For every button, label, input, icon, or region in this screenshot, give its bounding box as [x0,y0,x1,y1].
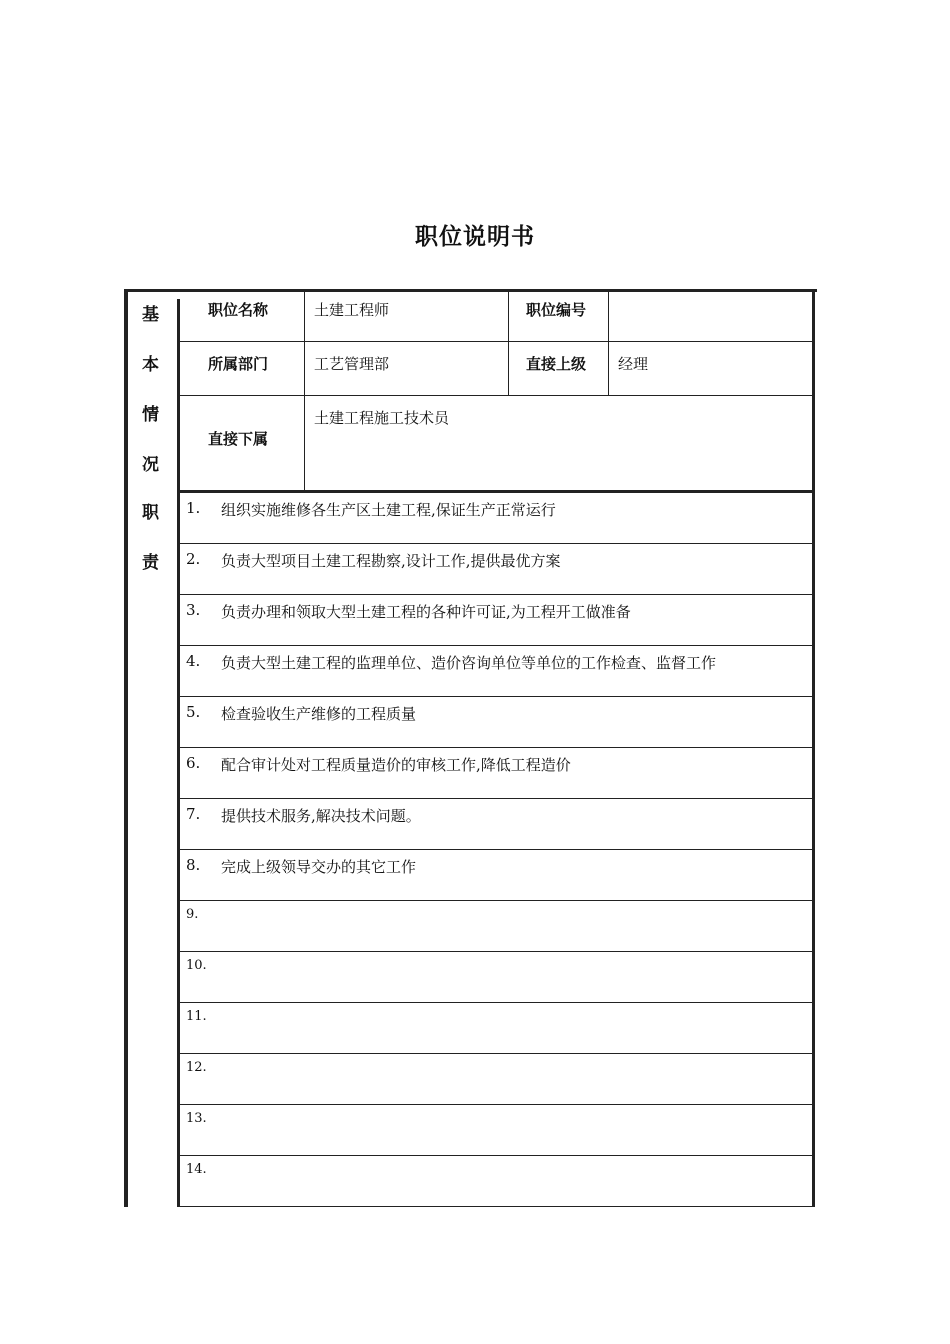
duty-row[interactable] [186,850,806,901]
duty-text: 负责大型项目土建工程勘察,设计工作,提供最优方案 [221,552,561,570]
duty-row[interactable] [186,799,806,850]
duty-row[interactable] [186,493,806,544]
duty-number: 10. [186,958,207,973]
duty-number: 9. [186,907,199,922]
subordinate-value[interactable]: 土建工程施工技术员 [314,409,450,427]
duty-text: 检查验收生产维修的工程质量 [221,705,417,723]
duty-number: 13. [186,1111,207,1126]
side-char: 本 [142,355,159,375]
supervisor-value[interactable]: 经理 [618,355,649,373]
duty-number: 2. [186,550,201,568]
side-char: 况 [142,455,159,475]
duty-text: 提供技术服务,解决技术问题。 [221,807,421,825]
duty-number: 4. [186,652,201,670]
duty-text: 组织实施维修各生产区土建工程,保证生产正常运行 [221,501,556,519]
duty-row[interactable] [186,1003,806,1054]
duty-number: 12. [186,1060,207,1075]
duty-row[interactable] [186,1054,806,1105]
duty-row[interactable] [186,544,806,595]
duties-section-label [124,495,177,595]
col-divider [304,292,305,491]
side-char: 情 [142,405,159,425]
duty-text: 负责大型土建工程的监理单位、造价咨询单位等单位的工作检查、监督工作 [221,654,717,672]
duty-row[interactable] [186,952,806,1003]
duty-text: 完成上级领导交办的其它工作 [221,858,417,876]
duty-number: 14. [186,1162,207,1177]
side-column-divider [177,299,180,1207]
row-divider [180,341,812,342]
duty-number: 5. [186,703,201,721]
row-divider [180,395,812,396]
duty-row[interactable] [186,697,806,748]
frame-top [124,289,817,292]
duty-row[interactable] [186,646,806,697]
duty-row[interactable] [186,901,806,952]
col-divider [608,292,609,395]
duty-row[interactable] [186,595,806,646]
duty-row[interactable] [186,1156,806,1207]
side-char: 基 [142,305,159,325]
duty-number: 6. [186,754,201,772]
basic-info-section-label [124,297,177,497]
department-label: 所属部门 [208,355,269,373]
duty-row[interactable] [186,748,806,799]
department-value[interactable]: 工艺管理部 [314,355,390,373]
duty-number: 8. [186,856,201,874]
page-title: 职位说明书 [415,224,535,250]
position-code-label: 职位编号 [526,301,587,319]
subordinate-label: 直接下属 [208,430,269,448]
duty-number: 3. [186,601,201,619]
side-char: 责 [142,553,159,573]
duty-number: 7. [186,805,201,823]
supervisor-label: 直接上级 [526,355,587,373]
duty-row-divider [180,1206,812,1207]
frame-right [812,289,815,1207]
position-name-label: 职位名称 [208,301,269,319]
duty-text: 配合审计处对工程质量造价的审核工作,降低工程造价 [221,756,571,774]
job-description-form [124,289,817,1207]
duty-number: 11. [186,1009,207,1024]
side-char: 职 [142,503,159,523]
position-name-value[interactable]: 土建工程师 [314,301,390,319]
col-divider [508,292,509,395]
duty-number: 1. [186,499,201,517]
duty-text: 负责办理和领取大型土建工程的各种许可证,为工程开工做准备 [221,603,631,621]
duty-row[interactable] [186,1105,806,1156]
